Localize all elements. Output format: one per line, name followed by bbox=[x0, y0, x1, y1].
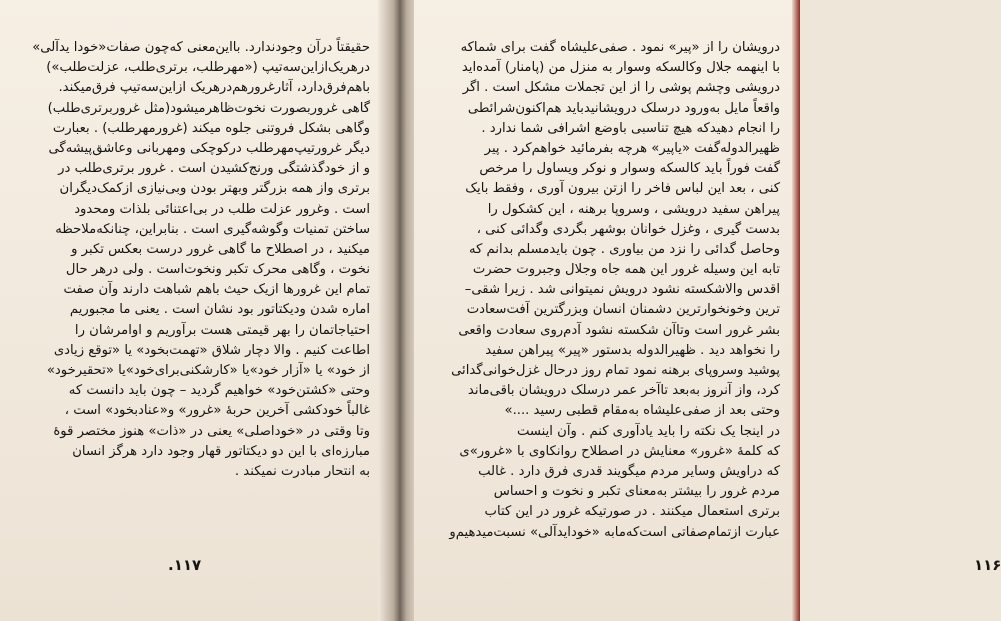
text-line: مردم غرور را بیشتر به‌معنای تکبر و نخوت و احساس bbox=[493, 484, 780, 500]
text-line: ظهیرالدوله‌گفت «یاپیر» هرچه بفرمائید خواهم‌کرد . پیر bbox=[484, 140, 780, 156]
text-line: کرد، واز آنروز به‌بعد تاآخر عمر درسلک درویشان باقی‌ماند bbox=[467, 383, 780, 399]
text-line: پیراهن سفید درویشی ، وسروپا برهنه ، این کشکول را bbox=[487, 201, 780, 217]
text-line: تابه این وسیله غرور این همه جاه وجلال وجبروت حضرت bbox=[472, 262, 780, 278]
right-page-body bbox=[422, 38, 780, 543]
text-line: از خود» یا «آزار خود»یا «کارشکنی‌برای‌خود»یا «تحقیرخود» bbox=[46, 363, 370, 378]
text-line: نخوت ، وگاهی محرک تکبر ونخوت‌است . ولی درهر حال bbox=[65, 262, 370, 278]
text-line: درویشی وچشم پوشی را از این تجملات مشکل است . اگر bbox=[462, 80, 780, 96]
left-page-number: ۱۱۷. bbox=[168, 556, 202, 574]
text-line: وحتی بعد از صفی‌علیشاه به‌مقام قطبی رسید ....» bbox=[504, 403, 780, 419]
text-line: گفت فوراً باید کالسکه وسوار و نوکر ویساول را مرخص bbox=[479, 161, 780, 177]
text-line: حقیقتاً درآن وجودندارد. بااین‌معنی که‌چون صفات«خودا یدآلی» bbox=[32, 40, 370, 55]
text-line: بشر غرور است وتاآن شکسته نشود آدم‌روی سعادت واقعی bbox=[458, 322, 780, 338]
text-line: ساختن تمنیات وگوشه‌گیری است . بنابراین، چنانکه‌ملاحظه bbox=[55, 221, 370, 237]
text-line: و از خودگذشتگی ورنج‌کشیدن است . غرور برتری‌طلب در bbox=[58, 161, 370, 177]
text-line: که دراویش وسایر مردم میگویند قدری فرق دارد . غالب bbox=[478, 463, 780, 479]
book-edge bbox=[792, 0, 800, 621]
text-line: ترین وخونخوارترین دشمنان انسان وبزرگترین آفت‌سعادت bbox=[466, 302, 780, 318]
text-line: وحتی «کشتن‌خود» خواهیم گردید – چون باید دانست که bbox=[68, 383, 370, 399]
text-line: که کلمهٔ «غرور» معنایش در اصطلاح روانکاوی با «غرور»ی bbox=[459, 443, 780, 459]
text-line: واقعاً مایل به‌ورود درسلک درویشانیدباید هم‌اکنون‌شرائطی bbox=[467, 100, 780, 116]
text-line: برتری واز همه بزرگتر وبهتر بودن وبی‌نیازی ازکمک‌دیگران bbox=[59, 181, 370, 197]
right-page-number: ۱۱۶ bbox=[974, 556, 1001, 574]
text-line: به انتحار مبادرت نمیکند . bbox=[234, 463, 370, 479]
left-page-body bbox=[12, 38, 370, 482]
text-line: کنی ، بعد این لباس فاخر را ازتن بیرون آوری ، وفقط بایک bbox=[465, 181, 780, 197]
text-line: اماره شدن ودیکتاتور بود نشان است . یعنی ما مجبوریم bbox=[69, 302, 370, 318]
text-line: وتا وقتی در «خوداصلی» یعنی در «ذات» هنوز مختصر قوهٔ bbox=[53, 423, 370, 439]
text-line: با اینهمه جلال وکالسکه وسوار به منزل من (پامنار) آمده‌اید bbox=[461, 60, 780, 76]
text-line: اقدس والاشکسته نشود درویش نمیتوانی شد . زیرا شقی– bbox=[464, 282, 780, 298]
text-line: دیگر غرورتیپ‌مهرطلب درکوچکی ومهربانی وعاشق‌پیشه‌گی bbox=[48, 140, 370, 156]
text-line: باهم‌فرق‌دارد، آثارغرورهم‌درهریک ازاین‌سه‌تیپ فرق‌میکند. bbox=[58, 80, 370, 96]
text-line: میکنید ، در اصطلاح ما گاهی غرور درست بعکس تکبر و bbox=[71, 241, 370, 257]
text-line: وحاصل گدائی را نزد من بیاوری . چون بایدمسلم بدانم که bbox=[469, 241, 780, 257]
text-line: احتیاجاتمان را بهر قیمتی هست برآوریم و اوامرشان را bbox=[74, 322, 370, 338]
text-line: را انجام دهیدکه هیچ تناسبی باوضع اشرافی شما ندارد . bbox=[481, 120, 780, 136]
text-line: پوشید وسروپای برهنه نمود تمام روز درحال غزل‌خوانی‌گدائی bbox=[451, 363, 780, 378]
text-line: مبارزه‌ای با این دو دیکتاتور قهار وجود دارد هرگز انسان bbox=[72, 443, 370, 459]
text-line: اطاعت کنیم . والا دچار شلاق «تهمت‌بخود» یا «توقع زیادی bbox=[53, 342, 370, 358]
text-line: تمام این غرورها ازیک حیث باهم شباهت دارند وآن صفت bbox=[63, 282, 370, 298]
text-line: است . وغرور عزلت طلب در بی‌اعتنائی بلذات ومحدود bbox=[74, 201, 370, 217]
text-line: بدست گیری ، وغزل خوانان بوشهر بگردی وگدائی کنی ، bbox=[476, 221, 780, 237]
text-line: درهریک‌ازاین‌سه‌تیپ («مهرطلب، برتری‌طلب، عزلت‌طلب») bbox=[46, 60, 370, 76]
text-line: وگاهی بشکل فروتنی جلوه میکند (غرورمهرطلب) . بعبارت bbox=[52, 120, 370, 136]
text-line: در اینجا یک نکته را باید یادآوری کنم . وآن اینست bbox=[516, 423, 780, 439]
text-line: را نخواهد دید . ظهیرالدوله بدستور «پیر» پیراهن سفید bbox=[485, 342, 780, 358]
text-line: عبارت ازتمام‌صفاتی است‌که‌مابه «خودایدآلی» نسبت‌میدهیم‌و bbox=[449, 524, 780, 540]
text-line: برتری استعمال میکنند . در صورتیکه غرور در این کتاب bbox=[484, 504, 780, 520]
text-line: گاهی غروربصورت نخوت‌ظاهرمیشود(مثل غروربرتری‌طلب) bbox=[47, 100, 370, 116]
text-line: درویشان را از «پیر» نمود . صفی‌علیشاه گفت برای شماکه bbox=[460, 40, 780, 55]
text-line: غالباً خودکشی آخرین حربهٔ «غرور» و«عنادبخود» است ، bbox=[64, 403, 370, 419]
